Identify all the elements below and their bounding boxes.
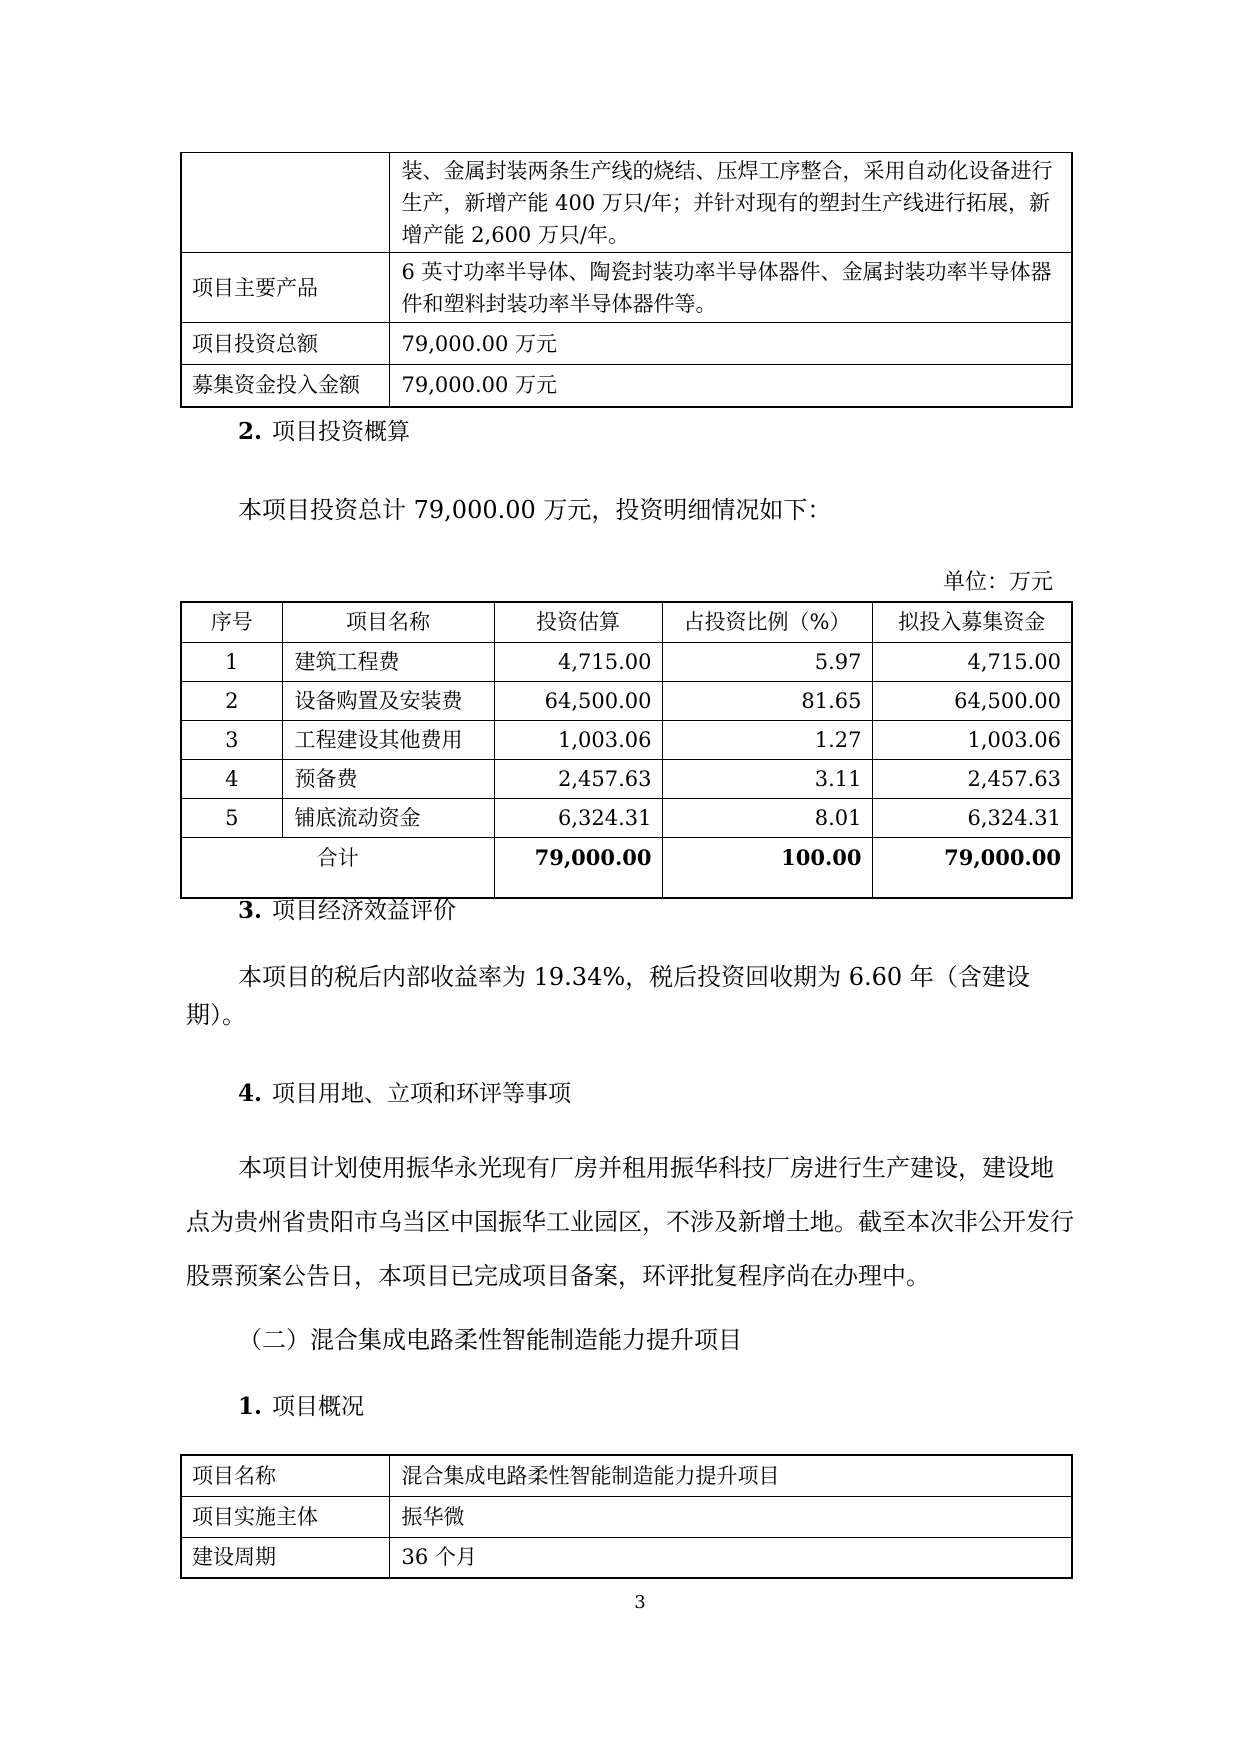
table-row [181,1455,1072,1496]
table-cell: 6,324.31 [872,798,1072,837]
section-heading-3 [238,892,456,925]
section-number: 3. [238,897,263,924]
table-row [181,153,1072,253]
table-cell-value: 6 英寸功率半导体、陶瓷封装功率半导体器件、金属封装功率半导体器件和塑料封装功率半导体器件等。 [389,253,1072,323]
section-title: 项目投资概算 [272,419,411,445]
table-row [181,253,1072,323]
table-cell-value: 36 个月 [389,1537,1072,1578]
table-cell: 工程建设其他费用 [282,720,494,759]
table-cell-value: 振华微 [389,1496,1072,1537]
table-row [181,681,1072,720]
section-number: 1. [238,1393,263,1420]
section-title: 项目概况 [272,1394,365,1420]
section3-paragraph: 本项目的税后内部收益率为 19.34%，税后投资回收期为 6.60 年（含建设期）。 [186,963,1030,1029]
table-cell: 铺底流动资金 [282,798,494,837]
table-row [181,1496,1072,1537]
part2-title: （二）混合集成电路柔性智能制造能力提升项目 [238,1326,742,1354]
table-cell-label: 项目实施主体 [181,1496,389,1537]
column-header: 投资估算 [494,602,662,642]
total-label: 合计 [181,837,494,898]
investment-intro: 本项目投资总计 79,000.00 万元，投资明细情况如下： [238,496,832,524]
table-cell: 1 [181,642,282,681]
investment-table [180,601,1073,899]
table-total-row [181,837,1072,898]
table-cell-value: 混合集成电路柔性智能制造能力提升项目 [389,1455,1072,1496]
table-cell: 1,003.06 [872,720,1072,759]
column-header: 拟投入募集资金 [872,602,1072,642]
total-cell: 79,000.00 [494,837,662,898]
section-number: 2. [238,418,263,445]
total-cell: 79,000.00 [872,837,1072,898]
table-cell: 建筑工程费 [282,642,494,681]
table-row [181,798,1072,837]
unit-label: 单位：万元 [942,570,1053,595]
table-cell-label: 项目投资总额 [181,323,389,365]
table-cell: 1.27 [662,720,872,759]
table-row [181,365,1072,407]
project-overview-table [180,1454,1073,1579]
section-title: 项目经济效益评价 [272,898,457,924]
subsection-heading-1 [238,1388,364,1421]
section4-paragraph: 本项目计划使用振华永光现有厂房并租用振华科技厂房进行生产建设，建设地点为贵州省贵阳市乌当区中国振华工业园区，不涉及新增土地。截至本次非公开发行股票预案公告日，本项目已完成项目备案，环评批复程序尚在办理中。 [186,1154,1074,1290]
table-cell: 2,457.63 [872,759,1072,798]
table-cell-value: 79,000.00 万元 [389,365,1072,407]
table-cell-label: 项目名称 [181,1455,389,1496]
column-header: 占投资比例（%） [662,602,872,642]
table-cell-label: 项目主要产品 [181,253,389,323]
table-row [181,642,1072,681]
page-number: 3 [634,1592,646,1613]
table-cell: 81.65 [662,681,872,720]
column-header: 项目名称 [282,602,494,642]
total-cell: 100.00 [662,837,872,898]
table-cell: 64,500.00 [872,681,1072,720]
table-cell: 3 [181,720,282,759]
table-cell: 64,500.00 [494,681,662,720]
table-cell-label [181,153,389,253]
table-cell-value: 79,000.00 万元 [389,323,1072,365]
column-header: 序号 [181,602,282,642]
table-row [181,1537,1072,1578]
table-cell: 2 [181,681,282,720]
table-cell-value: 装、金属封装两条生产线的烧结、压焊工序整合，采用自动化设备进行生产，新增产能 400 万只/年；并针对现有的塑封生产线进行拓展，新增产能 2,600 万只/年。 [389,153,1072,253]
table-cell-label: 建设周期 [181,1537,389,1578]
table-cell: 8.01 [662,798,872,837]
table-row [181,720,1072,759]
table-cell: 4,715.00 [872,642,1072,681]
table-cell: 2,457.63 [494,759,662,798]
section-heading-2 [238,413,410,446]
section-number: 4. [238,1080,263,1107]
section-heading-4 [238,1075,571,1108]
table-header-row [181,602,1072,642]
section-title: 项目用地、立项和环评等事项 [272,1081,572,1107]
table-cell: 预备费 [282,759,494,798]
table-cell-label: 募集资金投入金额 [181,365,389,407]
table-cell: 3.11 [662,759,872,798]
table-cell: 6,324.31 [494,798,662,837]
project-info-table [180,152,1073,408]
table-cell: 4 [181,759,282,798]
table-row [181,759,1072,798]
table-cell: 4,715.00 [494,642,662,681]
table-cell: 5 [181,798,282,837]
table-row [181,323,1072,365]
table-cell: 设备购置及安装费 [282,681,494,720]
table-cell: 1,003.06 [494,720,662,759]
table-cell: 5.97 [662,642,872,681]
